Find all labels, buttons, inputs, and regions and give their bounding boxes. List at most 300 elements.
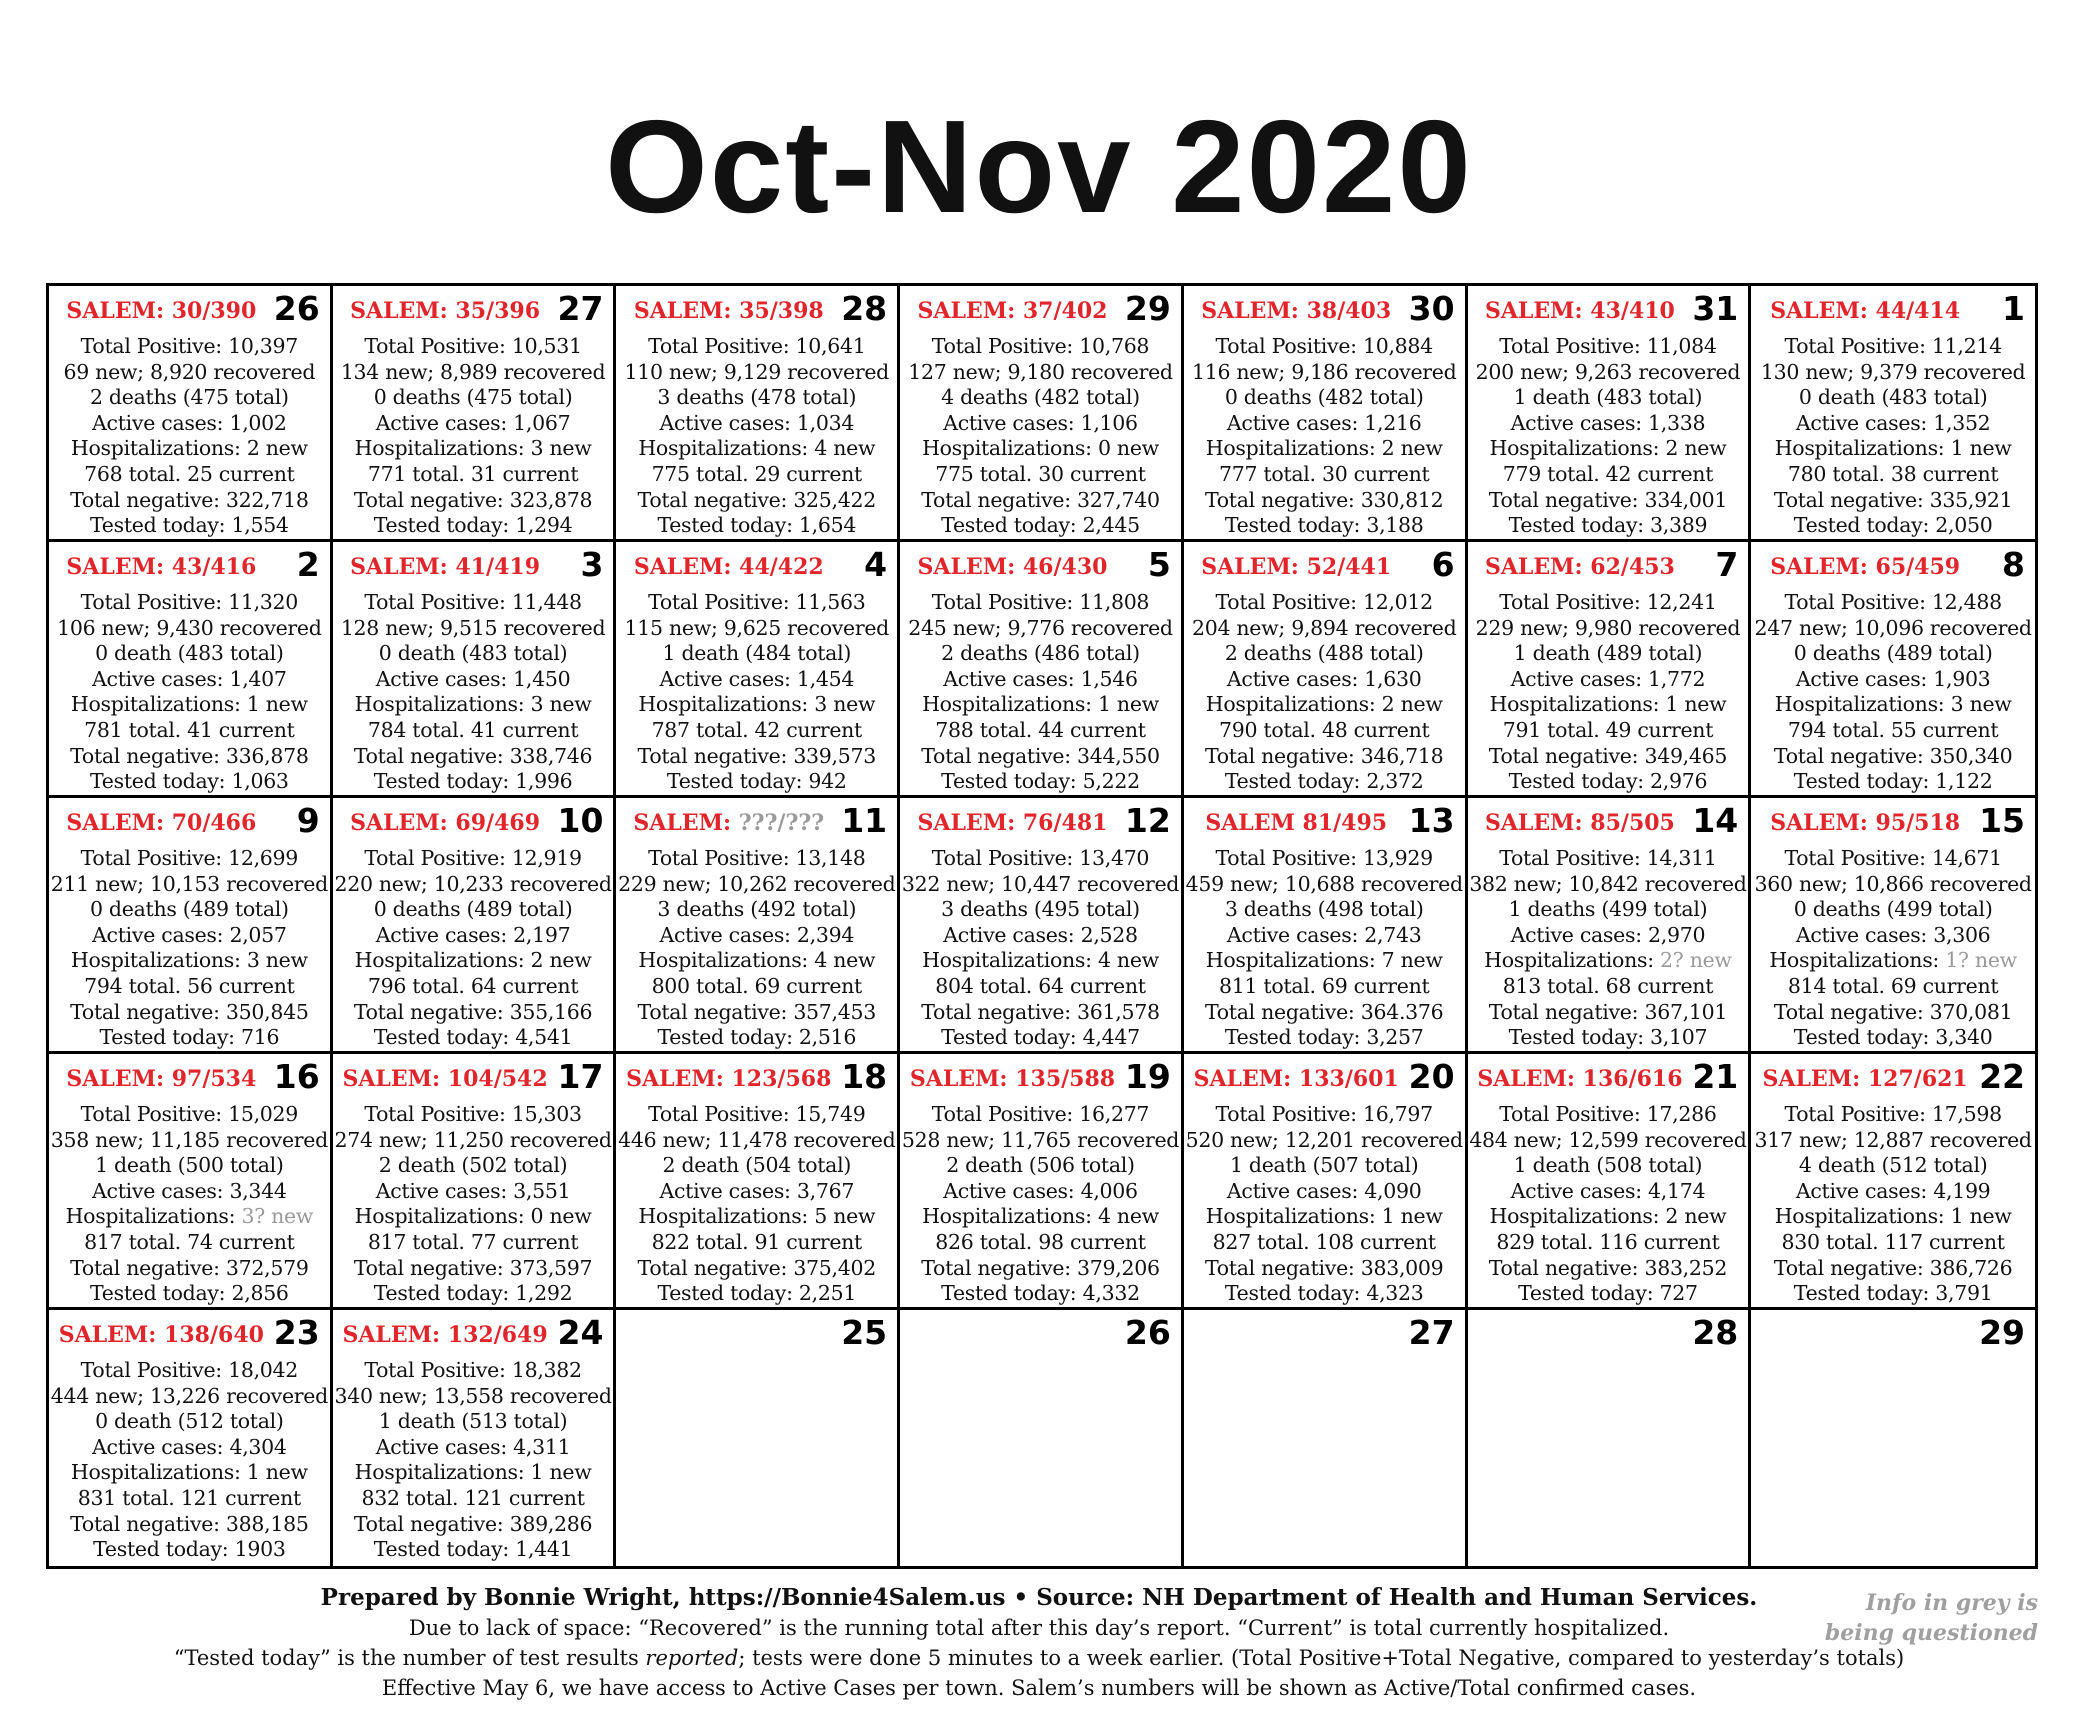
day-header xyxy=(1751,1054,2035,1102)
stat-line xyxy=(1468,385,1749,411)
stat-text: Tested today: 3,257 xyxy=(1224,1025,1424,1050)
day-header xyxy=(900,798,1181,846)
stat-line xyxy=(1468,667,1749,693)
stat-text: 832 total. 121 current xyxy=(361,1485,585,1510)
day-header xyxy=(49,542,330,590)
salem-count xyxy=(49,554,274,580)
stat-text: Hospitalizations: 1 new xyxy=(1774,1204,2012,1229)
stat-text: Hospitalizations: 4 new xyxy=(922,948,1159,973)
salem-label: SALEM: 97/534 xyxy=(66,1066,257,1092)
day-number: 26 xyxy=(273,289,320,328)
stat-line xyxy=(49,1537,330,1563)
stat-line xyxy=(616,1153,897,1179)
stat-line xyxy=(49,1179,330,1205)
stat-text: Tested today: 1,122 xyxy=(1793,769,1993,794)
stat-text: Tested today: 1,996 xyxy=(373,769,573,794)
stat-text: 528 new; 11,765 recovered xyxy=(901,1127,1180,1152)
stat-text: 0 deaths (489 total) xyxy=(89,897,289,922)
stat-line xyxy=(49,1512,330,1538)
stat-text: 446 new; 11,478 recovered xyxy=(618,1127,896,1152)
day-header xyxy=(616,1054,897,1102)
stat-text: Total Positive: 11,448 xyxy=(364,590,582,614)
salem-label: SALEM: 35/398 xyxy=(633,298,824,324)
stat-line xyxy=(616,948,897,974)
day-number: 3 xyxy=(580,545,604,584)
day-cell xyxy=(616,1310,900,1566)
stat-text: Active cases: 1,002 xyxy=(92,410,287,435)
day-number: 11 xyxy=(841,801,888,840)
day-cell xyxy=(1184,1054,1468,1310)
stat-line xyxy=(333,1384,614,1410)
stat-line xyxy=(1751,488,2035,514)
stat-line xyxy=(1184,436,1465,462)
stat-text: Total Positive: 13,929 xyxy=(1215,846,1433,870)
stat-line xyxy=(1184,1281,1465,1307)
stat-text: 2 death (506 total) xyxy=(946,1153,1135,1178)
stat-text: Active cases: 1,454 xyxy=(659,666,855,691)
stat-text: Total Positive: 11,084 xyxy=(1499,334,1717,358)
salem-label: SALEM: 69/469 xyxy=(350,810,541,836)
stat-text: Tested today: 4,541 xyxy=(373,1025,573,1050)
stat-line xyxy=(1751,1179,2035,1205)
stat-line xyxy=(1751,692,2035,718)
salem-label: SALEM: 133/601 xyxy=(1193,1066,1399,1092)
footer-credits: Prepared by Bonnie Wright, https://Bonnie4Salem.us • Source: NH Department of Health and Human Services. xyxy=(320,1584,1758,1611)
stat-line xyxy=(616,488,897,514)
stat-line xyxy=(1468,1025,1749,1051)
stat-text: Active cases: 3,344 xyxy=(92,1178,287,1203)
salem-count xyxy=(1751,1066,1979,1092)
stat-line xyxy=(333,513,614,539)
stat-text: 220 new; 10,233 recovered xyxy=(334,871,612,896)
stat-text: 3 deaths (498 total) xyxy=(1224,897,1424,922)
stat-line xyxy=(616,769,897,795)
stat-text: Total negative: 336,878 xyxy=(70,743,309,768)
stat-text: 360 new; 10,866 recovered xyxy=(1754,871,2032,896)
stat-text: 779 total. 42 current xyxy=(1502,461,1714,486)
salem-label: SALEM: 76/481 xyxy=(917,810,1108,836)
stat-line xyxy=(1751,1102,2035,1128)
stat-line xyxy=(900,872,1181,898)
stat-line xyxy=(616,897,897,923)
stat-text: Hospitalizations: 2 new xyxy=(354,948,592,973)
stat-line xyxy=(1468,1000,1749,1026)
stat-line xyxy=(49,1358,330,1384)
stat-line xyxy=(900,1153,1181,1179)
stat-line xyxy=(900,1256,1181,1282)
stat-line xyxy=(333,974,614,1000)
stat-text: 0 deaths (489 total) xyxy=(373,897,573,922)
day-header xyxy=(1468,798,1749,846)
day-cell xyxy=(616,542,900,798)
day-header xyxy=(1468,286,1749,334)
salem-count xyxy=(616,298,841,324)
stat-line xyxy=(333,692,614,718)
stat-text: Hospitalizations: 5 new xyxy=(638,1204,876,1229)
stat-text: 2 deaths (486 total) xyxy=(941,641,1140,666)
stat-line xyxy=(49,1153,330,1179)
salem-label: SALEM: 138/640 xyxy=(58,1322,264,1348)
stat-text: 794 total. 55 current xyxy=(1787,717,1999,742)
stat-line xyxy=(616,411,897,437)
stat-text: 317 new; 12,887 recovered xyxy=(1754,1127,2032,1152)
stat-line xyxy=(1751,1281,2035,1307)
stat-line xyxy=(333,1409,614,1435)
stat-line xyxy=(1184,1153,1465,1179)
grey-info-note xyxy=(1798,1588,2038,1648)
stat-text: Hospitalizations: xyxy=(1484,948,1661,973)
stat-text: Total negative: 379,206 xyxy=(921,1255,1160,1280)
stat-text: Active cases: 1,352 xyxy=(1795,410,1991,435)
stat-text: Total Positive: 18,042 xyxy=(80,1358,299,1382)
stat-text: 817 total. 77 current xyxy=(367,1229,579,1254)
stat-text: 130 new; 9,379 recovered xyxy=(1760,359,2026,384)
stat-text: Total negative: 330,812 xyxy=(1204,487,1444,512)
stat-line xyxy=(333,360,614,386)
salem-questioned-value: ???/??? xyxy=(738,810,825,836)
day-header xyxy=(616,286,897,334)
stat-text: 796 total. 64 current xyxy=(367,973,579,998)
stat-text: Tested today: 1,292 xyxy=(373,1281,573,1306)
day-header xyxy=(1468,1310,1749,1358)
stat-line xyxy=(900,462,1181,488)
stat-line xyxy=(333,411,614,437)
stat-text: 2 deaths (475 total) xyxy=(89,385,289,410)
day-number: 12 xyxy=(1124,801,1171,840)
stat-line xyxy=(616,1102,897,1128)
stat-text: Total negative: 357,453 xyxy=(637,999,876,1024)
stat-line xyxy=(333,488,614,514)
day-header xyxy=(1184,1054,1465,1102)
salem-label: SALEM: 35/396 xyxy=(350,298,541,324)
stat-line xyxy=(616,872,897,898)
stat-line xyxy=(616,436,897,462)
stat-text: Total negative: 349,465 xyxy=(1488,743,1728,768)
stat-text: Active cases: 3,551 xyxy=(375,1178,571,1203)
stat-text: Tested today: 5,222 xyxy=(941,769,1140,794)
stat-text: 827 total. 108 current xyxy=(1212,1229,1436,1254)
stat-line xyxy=(900,411,1181,437)
stat-text: 777 total. 30 current xyxy=(1218,461,1430,486)
stat-text: Hospitalizations: 2 new xyxy=(1489,436,1727,461)
stat-line xyxy=(1184,411,1465,437)
stat-text: 830 total. 117 current xyxy=(1781,1229,2005,1254)
stat-text: Tested today: 2,251 xyxy=(657,1281,857,1306)
stat-line xyxy=(616,667,897,693)
stat-line xyxy=(49,769,330,795)
stat-line xyxy=(333,718,614,744)
stat-line xyxy=(1751,769,2035,795)
stat-text: 245 new; 9,776 recovered xyxy=(908,615,1173,640)
day-cell xyxy=(1468,1310,1752,1566)
stat-line xyxy=(1468,616,1749,642)
stat-text: Total negative: 373,597 xyxy=(353,1255,593,1280)
day-cell xyxy=(616,798,900,1054)
stat-line xyxy=(1468,462,1749,488)
stat-line xyxy=(900,488,1181,514)
salem-count xyxy=(333,810,558,836)
stat-text: Total negative: 372,579 xyxy=(70,1255,309,1280)
salem-count xyxy=(49,810,274,836)
stat-line xyxy=(1184,513,1465,539)
stat-line xyxy=(1468,360,1749,386)
stat-line xyxy=(49,360,330,386)
day-header xyxy=(333,542,614,590)
day-header xyxy=(616,542,897,590)
stat-text: Hospitalizations: 3 new xyxy=(354,692,592,717)
stat-text: 3 deaths (478 total) xyxy=(657,385,857,410)
salem-label: SALEM: 43/410 xyxy=(1484,298,1675,324)
stat-line xyxy=(1751,1153,2035,1179)
stat-line xyxy=(616,1179,897,1205)
stat-line xyxy=(333,1358,614,1384)
stat-text: Hospitalizations: 1 new xyxy=(1205,1204,1443,1229)
stat-text: 788 total. 44 current xyxy=(935,717,1146,742)
day-cell xyxy=(333,1310,617,1566)
salem-label: SALEM: 95/518 xyxy=(1770,810,1961,836)
stat-text: 829 total. 116 current xyxy=(1496,1229,1720,1254)
stat-text: Tested today: 942 xyxy=(666,769,847,794)
stat-text: Active cases: 2,057 xyxy=(92,922,287,947)
stat-line xyxy=(900,974,1181,1000)
day-cell xyxy=(1751,1054,2035,1310)
stat-text: Active cases: 4,090 xyxy=(1226,1178,1422,1203)
stat-line xyxy=(49,846,330,872)
stat-line xyxy=(1751,718,2035,744)
salem-count xyxy=(333,298,558,324)
stat-text: 1 death (483 total) xyxy=(1513,385,1703,410)
stat-line xyxy=(1751,1128,2035,1154)
stat-text: 4 death (512 total) xyxy=(1798,1153,1988,1178)
stat-text: Total Positive: 10,768 xyxy=(931,334,1150,358)
stat-line xyxy=(616,616,897,642)
stat-text: Total Positive: 12,919 xyxy=(364,846,582,870)
day-header xyxy=(49,1310,330,1358)
stat-line xyxy=(1184,616,1465,642)
stat-line xyxy=(49,1384,330,1410)
stat-text: 134 new; 8,989 recovered xyxy=(340,359,606,384)
stat-text: Active cases: 2,970 xyxy=(1510,922,1706,947)
stat-text: Active cases: 2,528 xyxy=(943,922,1138,947)
stat-line xyxy=(1184,923,1465,949)
stat-text: Total negative: 370,081 xyxy=(1773,999,2013,1024)
stat-text: 800 total. 69 current xyxy=(651,973,862,998)
stat-text: 787 total. 42 current xyxy=(651,717,862,742)
day-cell xyxy=(1751,1310,2035,1566)
stat-line xyxy=(1184,769,1465,795)
salem-label: SALEM: 85/505 xyxy=(1484,810,1675,836)
salem-count xyxy=(1751,810,1979,836)
day-cell xyxy=(1751,798,2035,1054)
stat-line xyxy=(1751,590,2035,616)
stat-line xyxy=(1184,488,1465,514)
day-header xyxy=(1184,798,1465,846)
grey-info-note-line2: being questioned xyxy=(1824,1620,2038,1646)
salem-label: SALEM: 38/403 xyxy=(1201,298,1392,324)
day-number: 19 xyxy=(1124,1057,1171,1096)
stat-text: Total negative: 383,009 xyxy=(1204,1255,1444,1280)
stat-text: 4 deaths (482 total) xyxy=(941,385,1140,410)
salem-label: SALEM: 123/568 xyxy=(626,1066,832,1092)
stat-line xyxy=(49,1000,330,1026)
stat-text: Tested today: 3,791 xyxy=(1793,1281,1993,1306)
stat-text: Tested today: 1903 xyxy=(93,1537,286,1562)
stat-text: Tested today: 1,654 xyxy=(657,513,857,538)
day-cell xyxy=(49,542,333,798)
stat-text: Hospitalizations: xyxy=(1769,948,1946,973)
stat-text: 382 new; 10,842 recovered xyxy=(1469,871,1747,896)
stat-text: 814 total. 69 current xyxy=(1787,973,1999,998)
stat-line xyxy=(49,616,330,642)
stat-line xyxy=(1751,897,2035,923)
salem-count xyxy=(900,298,1125,324)
stat-text: 229 new; 9,980 recovered xyxy=(1475,615,1741,640)
salem-count xyxy=(900,810,1125,836)
salem-count xyxy=(1184,554,1409,580)
stat-text: Total negative: 361,578 xyxy=(921,999,1160,1024)
salem-count xyxy=(333,1066,558,1092)
stat-text: 811 total. 69 current xyxy=(1218,973,1430,998)
stat-line xyxy=(1184,872,1465,898)
stat-line xyxy=(1751,334,2035,360)
stat-line xyxy=(616,718,897,744)
stat-text: Total Positive: 11,808 xyxy=(931,590,1150,614)
stat-text: 784 total. 41 current xyxy=(367,717,579,742)
day-header xyxy=(49,798,330,846)
day-header xyxy=(1751,286,2035,334)
stat-text: Hospitalizations: 0 new xyxy=(922,436,1159,461)
stat-line xyxy=(1751,411,2035,437)
stat-line xyxy=(616,846,897,872)
stat-line xyxy=(1751,513,2035,539)
stat-text: Tested today: 2,445 xyxy=(941,513,1140,538)
stat-text: Active cases: 1,106 xyxy=(943,410,1138,435)
stat-line xyxy=(1751,385,2035,411)
stat-text: Total Positive: 17,286 xyxy=(1499,1102,1717,1126)
stat-line xyxy=(1184,1230,1465,1256)
stat-text: Tested today: 716 xyxy=(99,1025,280,1050)
stat-text: Total negative: 383,252 xyxy=(1488,1255,1728,1280)
stat-line xyxy=(1468,872,1749,898)
stat-line xyxy=(333,385,614,411)
stat-line xyxy=(616,1256,897,1282)
stat-line xyxy=(49,1486,330,1512)
stat-line xyxy=(900,360,1181,386)
stat-line xyxy=(333,1486,614,1512)
stat-line xyxy=(1468,1230,1749,1256)
stat-line xyxy=(1468,1179,1749,1205)
day-number: 27 xyxy=(1408,1313,1455,1352)
salem-count xyxy=(49,298,274,324)
stat-line xyxy=(1751,1025,2035,1051)
stat-text: Hospitalizations: 2 new xyxy=(1205,436,1443,461)
stat-text: Total negative: 338,746 xyxy=(353,743,593,768)
stat-text: Total Positive: 10,531 xyxy=(364,334,582,358)
salem-count xyxy=(1468,810,1693,836)
stat-line xyxy=(49,1460,330,1486)
stat-text: 1 death (507 total) xyxy=(1229,1153,1419,1178)
stat-line xyxy=(900,1179,1181,1205)
stat-line xyxy=(900,923,1181,949)
day-number: 6 xyxy=(1431,545,1455,584)
day-header xyxy=(616,1310,897,1358)
stat-text: Tested today: 3,340 xyxy=(1793,1025,1993,1050)
stat-text: Total negative: 386,726 xyxy=(1773,1255,2013,1280)
stat-text: 115 new; 9,625 recovered xyxy=(624,615,890,640)
stat-line xyxy=(616,1230,897,1256)
stat-line xyxy=(900,1025,1181,1051)
stat-line xyxy=(49,1435,330,1461)
stat-text: Total negative: 346,718 xyxy=(1204,743,1444,768)
stat-text: 69 new; 8,920 recovered xyxy=(63,359,316,384)
stat-text: Total negative: 344,550 xyxy=(921,743,1160,768)
stat-text: 1 death (508 total) xyxy=(1513,1153,1703,1178)
stat-text: Total Positive: 12,012 xyxy=(1215,590,1433,614)
stat-text: Hospitalizations: 1 new xyxy=(70,692,308,717)
day-header xyxy=(333,798,614,846)
stat-text: 274 new; 11,250 recovered xyxy=(334,1127,612,1152)
stat-line xyxy=(49,718,330,744)
stat-line xyxy=(333,1102,614,1128)
stat-text: Active cases: 1,450 xyxy=(375,666,571,691)
stat-line xyxy=(49,385,330,411)
stat-text: 1 death (513 total) xyxy=(378,1409,568,1434)
stat-line xyxy=(333,1537,614,1563)
stat-text: 1 death (500 total) xyxy=(95,1153,284,1178)
day-number: 8 xyxy=(2002,545,2025,584)
stat-text: Hospitalizations: 1 new xyxy=(70,1460,308,1485)
stat-text: Tested today: 3,389 xyxy=(1508,513,1708,538)
stat-text: 200 new; 9,263 recovered xyxy=(1475,359,1741,384)
stat-line xyxy=(1751,744,2035,770)
salem-count xyxy=(616,810,841,836)
stat-text: Total Positive: 12,241 xyxy=(1499,590,1717,614)
stat-text: Total negative: 375,402 xyxy=(637,1255,876,1280)
day-number: 18 xyxy=(841,1057,888,1096)
day-cell xyxy=(900,542,1184,798)
stat-line xyxy=(900,334,1181,360)
stat-line xyxy=(900,667,1181,693)
stat-line xyxy=(333,1435,614,1461)
salem-count xyxy=(1184,1066,1409,1092)
footer-note-active: Effective May 6, we have access to Active Cases per town. Salem’s numbers will be shown as Active/Total confirmed cases. xyxy=(381,1676,1697,1700)
footer xyxy=(0,1583,2078,1703)
day-number: 1 xyxy=(2002,289,2025,328)
stat-line xyxy=(900,590,1181,616)
stat-text: 520 new; 12,201 recovered xyxy=(1185,1127,1463,1152)
stat-line xyxy=(1468,974,1749,1000)
stat-line xyxy=(333,1256,614,1282)
salem-count xyxy=(1184,298,1409,324)
stat-line xyxy=(49,1230,330,1256)
stat-line xyxy=(1751,436,2035,462)
stat-line xyxy=(49,1281,330,1307)
stat-line xyxy=(1751,462,2035,488)
stat-text: Hospitalizations: 2 new xyxy=(1205,692,1443,717)
stat-line xyxy=(1184,334,1465,360)
stat-text: 211 new; 10,153 recovered xyxy=(50,871,328,896)
stat-line xyxy=(1468,1204,1749,1230)
grey-info-note-line1: Info in grey is xyxy=(1865,1590,2038,1616)
salem-label: SALEM: 135/588 xyxy=(909,1066,1116,1092)
day-number: 22 xyxy=(1979,1057,2025,1096)
stat-text: Tested today: 727 xyxy=(1518,1281,1698,1306)
stat-text: Total negative: 322,718 xyxy=(70,487,309,512)
stat-line xyxy=(333,590,614,616)
stat-text: 0 deaths (489 total) xyxy=(1793,641,1993,666)
stat-text: Tested today: 1,441 xyxy=(373,1537,573,1562)
stat-text: Total Positive: 18,382 xyxy=(364,1358,582,1382)
